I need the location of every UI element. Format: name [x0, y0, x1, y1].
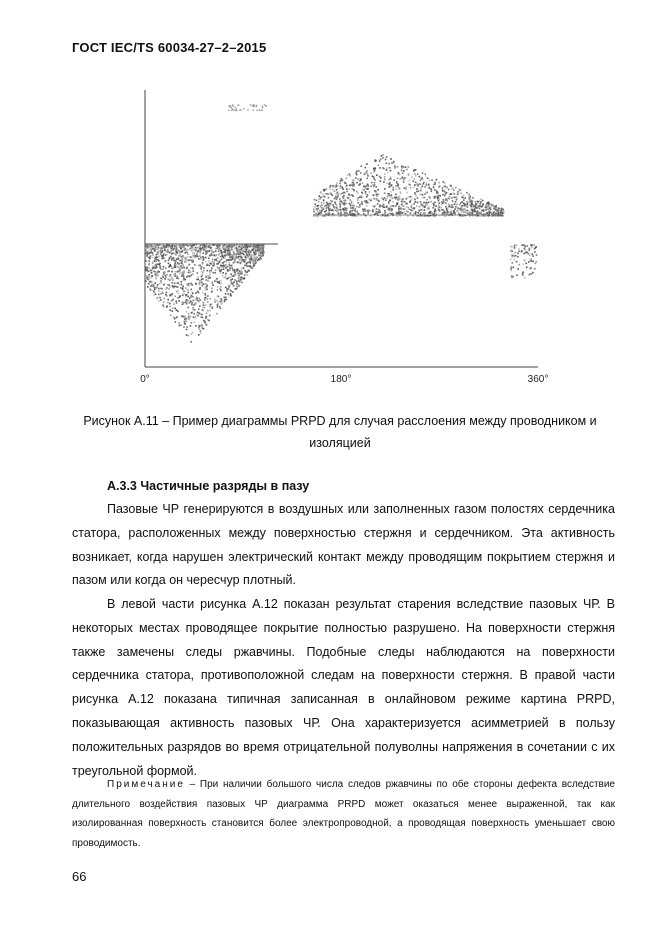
note-text: – При наличии большого числа следов ржавчины по обе стороны дефекта вследствие длительного воздействия пазовых ЧР диаграмма PRPD может оказаться менее выраженной, так как изолированная поверхность становится более электропроводной, а проводящая поверхность уменьшает свою проводимость. — [72, 779, 615, 849]
note-lead: Примечание — [107, 779, 185, 790]
x-tick-180: 180° — [330, 374, 352, 385]
x-tick-360: 360° — [527, 374, 549, 385]
x-tick-0: 0° — [140, 374, 150, 385]
prpd-figure — [128, 82, 558, 392]
page-number: 66 — [72, 869, 87, 884]
section-heading: А.3.3 Частичные разряды в пазу — [107, 479, 310, 493]
prpd-diagram — [128, 82, 558, 392]
paragraph-2: В левой части рисунка А.12 показан результат старения вследствие пазовых ЧР. В некоторых местах проводящее покрытие полностью разрушено. На поверхности стержня также замечены следы ржавчины. Подобные следы наблюдаются на поверхности сердечника статора, противоположной следам на поверхности стержня. В правой части рисунка А.12 показана типичная записанная в онлайновом режиме картина PRPD, показывающая активность пазовых ЧР. Она характеризуется асимметрией в пользу положительных разрядов во время отрицательной полуволны напряжения в сочетании с их треугольной формой. — [72, 597, 615, 778]
paragraph-1: Пазовые ЧР генерируются в воздушных или заполненных газом полостях сердечника статора, расположенных между поверхностью стержня и сердечником. Эта активность возникает, когда нарушен электрический контакт между проводящим покрытием стержня и пазом или когда он чересчур плотный. — [72, 502, 615, 588]
document-header: ГОСТ IEC/TS 60034-27–2–2015 — [72, 40, 267, 55]
note — [72, 775, 615, 853]
figure-caption: Рисунок А.11 – Пример диаграммы PRPD для случая расслоения между проводником и изоляцией — [83, 414, 597, 450]
